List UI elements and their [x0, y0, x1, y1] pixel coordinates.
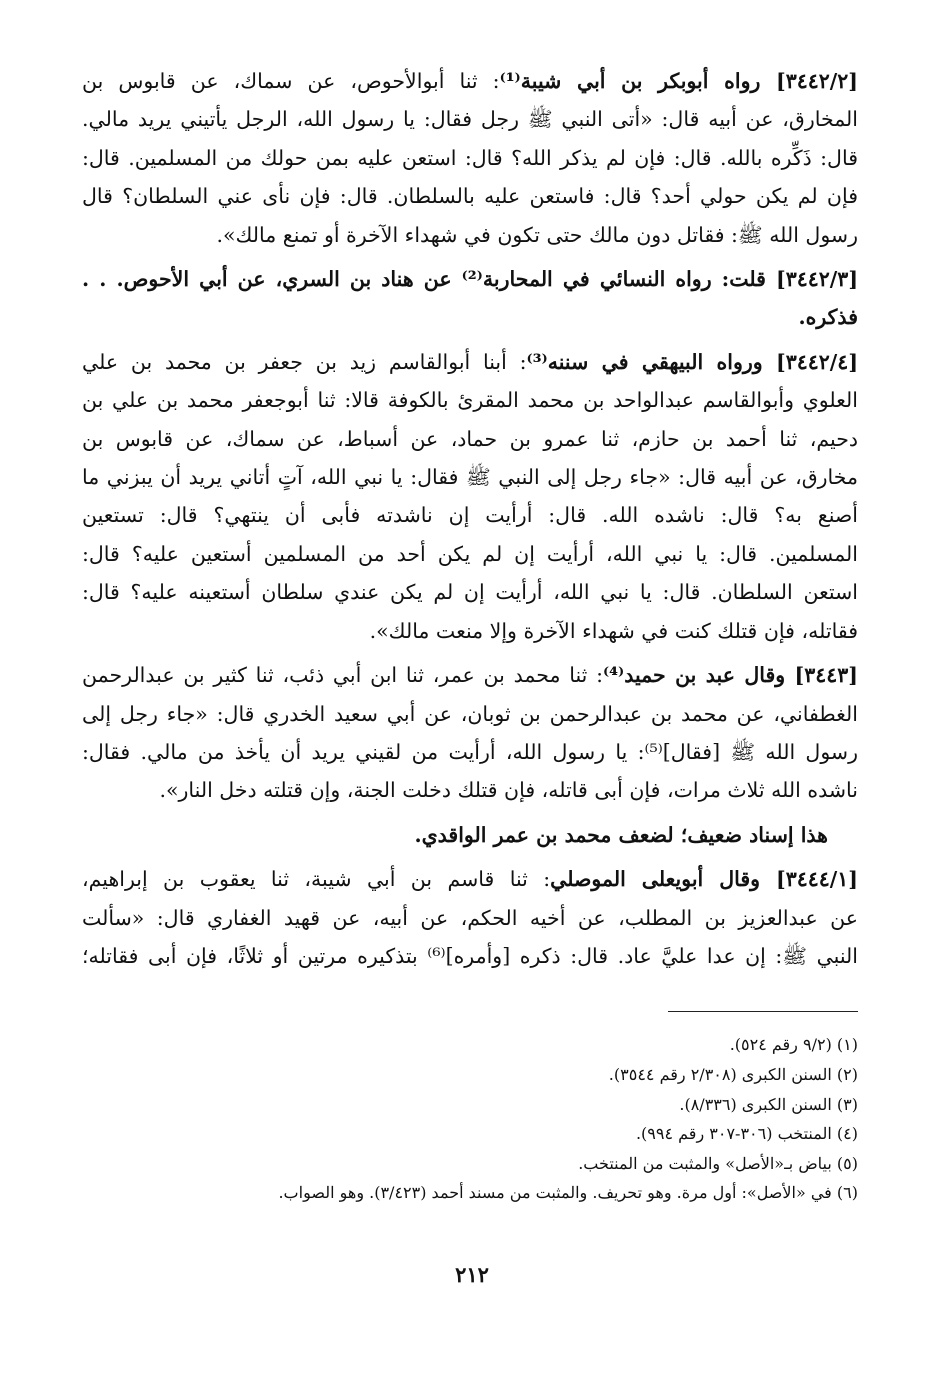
text-line: فقاتله، فإن قتلك كنت في شهداء الآخرة وإلا منعت مالك».	[369, 618, 858, 643]
hadith-3443	[82, 656, 858, 810]
page-number: ٢١٢	[455, 1262, 489, 1287]
text-line: [٣٤٤٢/٣] قلت: رواه النسائي في المحاربة⁽²⁾ عن هناد بن السري، عن أبي الأحوص. . .	[82, 267, 859, 292]
text-line: المخارق، عن أبيه قال: «أتى النبي ﷺ رجل فقال: يا رسول الله، الرجل يأتيني يريد مالي.	[82, 107, 858, 132]
footnote-divider-wrap	[82, 1003, 858, 1026]
text-line: [٣٤٤٣] وقال عبد بن حميد⁽⁴⁾: ثنا محمد بن عمر، ثنا ابن أبي ذئب، ثنا كثير بن عبدالرحمن	[82, 663, 858, 688]
text-line: عن عبدالعزيز بن المطلب، عن أخيه الحكم، عن أبيه، عن قهيد الغفاري قال: «سألت	[82, 905, 858, 930]
footnote: (٢) السنن الكبرى (٢/٣٠٨ رقم ٣٥٤٤).	[608, 1064, 858, 1084]
footnote: (١) (٩/٢ رقم ٥٢٤).	[729, 1035, 858, 1055]
footnote: (٣) السنن الكبرى (٨/٣٣٦).	[679, 1094, 858, 1114]
text-line: رسول الله ﷺ: فقاتل دون مالك حتى تكون في شهداء الآخرة أو تمنع مالك».	[216, 222, 858, 247]
footnote: (٦) في «الأصل»: أول مرة. وهو تحريف. والمثبت من مسند أحمد (٣/٤٢٣). وهو الصواب.	[278, 1183, 858, 1203]
footnotes	[82, 1030, 858, 1208]
isnad-note	[82, 816, 858, 854]
hadith-3444-1	[82, 860, 858, 975]
text-line: مخارق، عن أبيه قال: «جاء رجل إلى النبي ﷺ فقال: يا نبي الله، آتٍ أتاني يريد أن يبزني ما	[82, 465, 858, 490]
text-line: [٣٤٤٤/١] وقال أبويعلى الموصلي: ثنا قاسم بن أبي شيبة، ثنا يعقوب بن إبراهيم،	[82, 867, 858, 892]
text-line: أصنع به؟ قال: ناشده الله. قال: أرأيت إن ناشدته فأبى أن ينتهي؟ قال: تستعين	[82, 503, 858, 528]
text-line: المسلمين. قال: يا نبي الله، أرأيت إن لم يكن أحد من المسلمين أستعين عليه؟ قال:	[82, 541, 858, 566]
footnote-divider	[668, 1011, 858, 1012]
footnote: (٥) بياض بـ«الأصل» والمثبت من المنتخب.	[578, 1153, 858, 1173]
hadith-3442-2	[82, 62, 858, 254]
text-line: فإن لم يكن حولي أحد؟ قال: فاستعن عليه بالسلطان. قال: فإن نأى عني السلطان؟ قال	[82, 184, 858, 209]
text-line: [٣٤٤٢/٢] رواه أبوبكر بن أبي شيبة⁽¹⁾: ثنا أبوالأحوص، عن سماك، عن قابوس بن	[82, 69, 858, 93]
text-line: فذكره.	[798, 305, 858, 330]
hadith-3442-4	[82, 343, 858, 650]
text-line: استعن السلطان. قال: يا نبي الله، أرأيت إن لم يكن عندي سلطان أستعينه عليه؟ قال:	[82, 580, 858, 605]
text-line: دحيم، ثنا أحمد بن حازم، ثنا عمرو بن حماد، عن أسباط، عن سماك، عن قابوس بن	[82, 426, 858, 451]
text-line: قال: ذَكِّره بالله. قال: فإن لم يذكر الله؟ قال: استعن عليه بمن حولك من المسلمين. قال:	[82, 145, 858, 170]
text-line: ناشده الله ثلاث مرات، فإن أبى قاتله، فإن قتلك دخلت الجنة، وإن قتلته دخل النار».	[159, 778, 858, 803]
text-line: العلوي وأبوالقاسم عبدالواحد بن محمد المقرئ بالكوفة قالا: ثنا أبوجعفر محمد بن علي بن	[82, 388, 858, 413]
hadith-3442-3	[82, 260, 858, 337]
text-line: رسول الله ﷺ [فقال]⁽⁵⁾: يا رسول الله، أرأيت من لقيني يريد أن يأخذ من مالي. فقال:	[82, 739, 858, 764]
text-line: الغطفاني، عن محمد بن عبدالرحمن بن ثوبان، عن أبي سعيد الخدري قال: «جاء رجل إلى	[82, 701, 858, 726]
text-line: النبي ﷺ: إن عدا عليَّ عاد. قال: ذكره [وأمره]⁽⁶⁾ بتذكيره مرتين أو ثلاثًا، فإن أبى فقاتله؛	[82, 943, 858, 968]
grading-note: هذا إسناد ضعيف؛ لضعف محمد بن عمر الواقدي.	[414, 822, 828, 847]
footnote: (٤) المنتخب (٣٠٦-٣٠٧ رقم ٩٩٤).	[635, 1124, 858, 1144]
text-line: [٣٤٤٢/٤] ورواه البيهقي في سننه⁽³⁾: أبنا أبوالقاسم زيد بن جعفر بن محمد بن علي	[82, 349, 859, 374]
